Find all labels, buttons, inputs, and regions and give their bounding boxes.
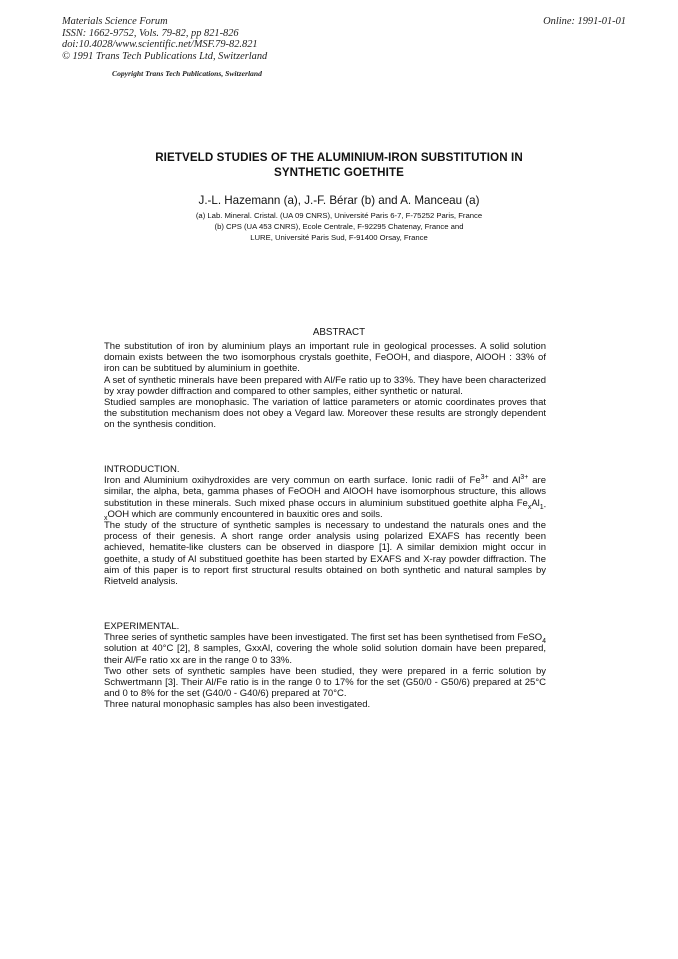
- affiliation-line: (a) Lab. Mineral. Cristal. (UA 09 CNRS), Université Paris 6-7, F-75252 Paris, France: [195, 211, 483, 220]
- text-run: Three series of synthetic samples have been investigated. The first set has been synthetised from FeSO: [104, 632, 543, 644]
- copyright-notice: Copyright Trans Tech Publications, Switzerland: [112, 69, 262, 78]
- abstract-paragraph: Studied samples are monophasic. The variation of lattice parameters or atomic coordinates proves that the substitution mechanism does not obey a Vegard law. Moreover these results are strongly dependent on the synthesis condition.: [104, 397, 546, 431]
- publisher-line: © 1991 Trans Tech Publications Ltd, Switzerland: [62, 50, 268, 62]
- text-run: are similar, the alpha, beta, gamma phases of FeOOH and AlOOH have isomorphous structure, this allows substitution in these minerals. Such mixed phase occurs in aluminium substitued goethite alpha Fe: [104, 475, 546, 509]
- experimental-heading: EXPERIMENTAL.: [104, 621, 180, 632]
- paper-title: [100, 150, 578, 180]
- online-date: Online: 1991-01-01: [543, 16, 626, 27]
- experimental-paragraph: [104, 632, 546, 666]
- introduction-paragraph: The study of the structure of synthetic samples is necessary to undestand the naturals ones and the process of their genesis. A short range order analysis using polarized EXAFS has recently been achieved, hematite-like clusters can be observed in diaspore [1]. A similar demixion might occur in goethite, a study of Al substitued goethite has been started by EXAFS and X-ray powder diffraction. The aim of this paper is to report first structural results obtained on both synthetic and natural samples by Rietveld analysis.: [104, 520, 546, 588]
- journal-metadata: [62, 16, 622, 62]
- text-run: Al: [531, 497, 540, 509]
- issn-line: ISSN: 1662-9752, Vols. 79-82, pp 821-826: [62, 27, 239, 39]
- introduction-section: [104, 464, 546, 587]
- text-run: solution at 40°C [2], 8 samples, GxxAl, covering the whole solid solution domain have been prepared, their Al/Fe ratio xx are in the range 0 to 33%.: [104, 643, 546, 666]
- text-run: and Al: [488, 475, 521, 487]
- author-list: J.-L. Hazemann (a), J.-F. Bérar (b) and A. Manceau (a): [198, 194, 480, 207]
- text-run: OOH which are communly encountered in bauxitic ores and soils.: [107, 508, 383, 520]
- abstract-paragraph: The substitution of iron by aluminium plays an important rule in geological processes. A solid solution domain exists between the two isomorphous crystals goethite, FeOOH, and diaspore, AlOOH : 33% of iron can be subtitued by aluminium in goethite.: [104, 341, 546, 375]
- doi-line: doi:10.4028/www.scientific.net/MSF.79-82.821: [62, 39, 258, 51]
- affiliations: [100, 210, 578, 244]
- subscript: 4: [542, 638, 547, 646]
- subscript: 1-x: [104, 503, 546, 522]
- subscript: x: [527, 503, 532, 511]
- journal-name: Materials Science Forum: [62, 16, 168, 27]
- superscript: 3+: [520, 474, 529, 482]
- affiliation-line: LURE, Université Paris Sud, F-91400 Orsay, France: [250, 233, 428, 243]
- experimental-paragraph: Three natural monophasic samples has also been investigated.: [104, 699, 371, 711]
- abstract-heading: ABSTRACT: [312, 327, 366, 338]
- introduction-paragraph: [104, 475, 546, 520]
- experimental-section: [104, 621, 546, 711]
- superscript: 3+: [480, 474, 489, 482]
- abstract-paragraph: A set of synthetic minerals have been prepared with Al/Fe ratio up to 33%. They have been characterized by xray powder diffraction and compared to other samples, either synthetic or natural.: [104, 374, 546, 397]
- experimental-paragraph: Two other sets of synthetic samples have been studied, they were prepared in a ferric solution by Schwertmann [3]. Their Al/Fe ratio is in the range 0 to 17% for the set (G50/0 - G50/6) prepared at 25°C and 0 to 8% for the set (G40/0 - G40/6) prepared at 70°C.: [104, 665, 546, 700]
- title-line: RIETVELD STUDIES OF THE ALUMINIUM-IRON SUBSTITUTION IN: [155, 151, 523, 164]
- affiliation-line: (b) CPS (UA 453 CNRS), Ecole Centrale, F-92295 Chatenay, France and: [214, 222, 464, 232]
- abstract-body: [104, 341, 546, 431]
- introduction-heading: INTRODUCTION.: [104, 464, 180, 475]
- title-line: SYNTHETIC GOETHITE: [274, 166, 404, 179]
- text-run: Iron and Aluminium oxihydroxides are very commun on earth surface. Ionic radii of Fe: [104, 475, 481, 487]
